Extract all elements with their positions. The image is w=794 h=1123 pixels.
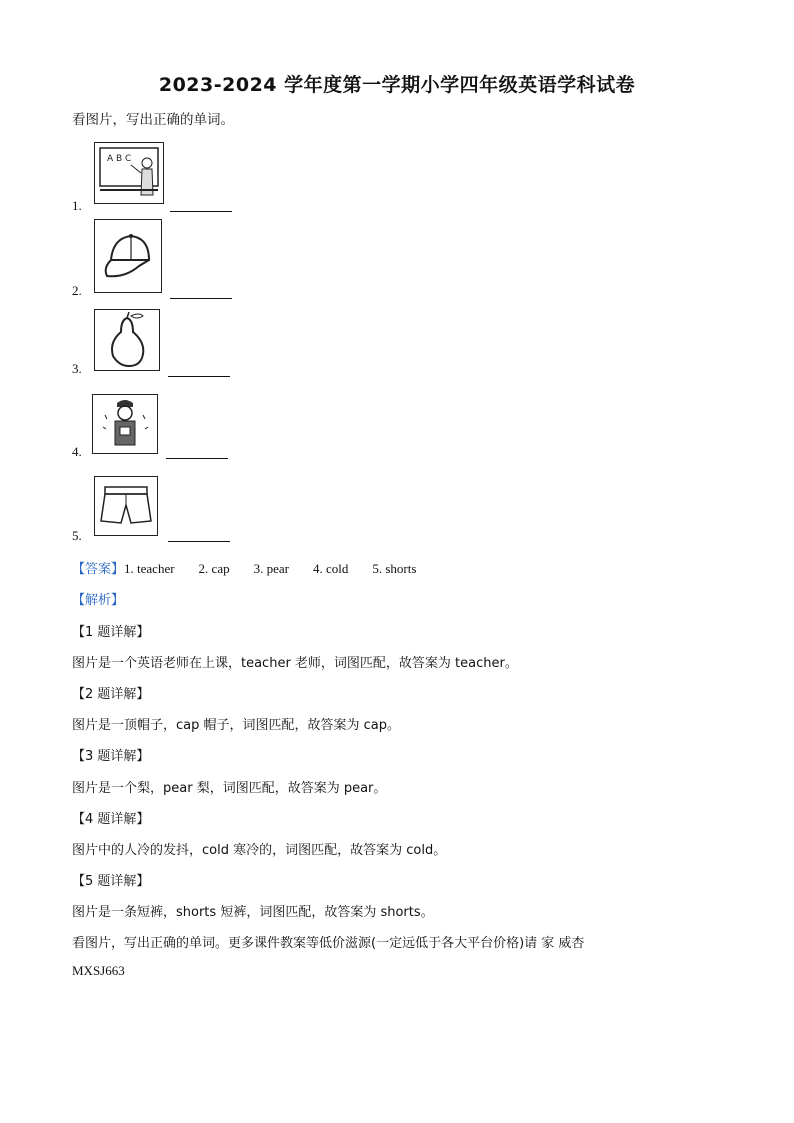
page-title: 2023-2024 学年度第一学期小学四年级英语学科试卷: [158, 74, 636, 96]
answer-item: 4. cold: [312, 561, 349, 576]
detail-heading: 【3 题详解】: [72, 749, 150, 764]
answer-blank[interactable]: [170, 210, 232, 212]
question-number: 3.: [72, 361, 82, 376]
question-number: 4.: [72, 444, 82, 459]
answer-item: 2. cap: [198, 561, 230, 576]
teacher-blackboard-picture: [94, 142, 164, 204]
footer-code: MXSJ663: [72, 963, 125, 978]
detail-heading: 【1 题详解】: [72, 625, 150, 640]
detail-text: 图片是一个英语老师在上课，teacher 老师，词图匹配，故答案为 teacher。: [72, 656, 518, 671]
detail-heading: 【2 题详解】: [72, 687, 150, 702]
question-number: 1.: [72, 198, 82, 213]
answer-blank[interactable]: [168, 375, 230, 377]
question-number: 5.: [72, 528, 82, 543]
answer-line: [72, 558, 440, 577]
answer-item: 3. pear: [253, 561, 289, 576]
analysis-label: 【解析】: [72, 593, 125, 608]
answer-blank[interactable]: [170, 297, 232, 299]
cap-picture: [94, 219, 162, 293]
answer-blank[interactable]: [168, 540, 230, 542]
detail-text: 图片是一顶帽子，cap 帽子，词图匹配，故答案为 cap。: [72, 718, 400, 733]
instruction: 看图片，写出正确的单词。: [72, 112, 234, 128]
detail-heading: 【5 题详解】: [72, 874, 150, 889]
detail-heading: 【4 题详解】: [72, 812, 150, 827]
question-number: 2.: [72, 283, 82, 298]
answer-item: 1. teacher: [124, 561, 175, 576]
pear-picture: [94, 309, 160, 371]
answer-blank[interactable]: [166, 457, 228, 459]
answer-item: 5. shorts: [372, 561, 417, 576]
shorts-picture: [94, 476, 158, 536]
detail-text: 图片中的人冷的发抖，cold 寒冷的，词图匹配，故答案为 cold。: [72, 843, 447, 858]
detail-text: 图片是一个梨，pear 梨，词图匹配，故答案为 pear。: [72, 781, 387, 796]
footer-line: 看图片，写出正确的单词。更多课件教案等低价滋源(一定远低于各大平台价格)请 家 威杏: [72, 936, 585, 951]
answer-label: 【答案】: [72, 562, 125, 577]
svg-text:A B C: A B C: [107, 154, 132, 164]
cold-child-picture: [92, 394, 158, 454]
detail-text: 图片是一条短裤，shorts 短裤，词图匹配，故答案为 shorts。: [72, 905, 434, 920]
